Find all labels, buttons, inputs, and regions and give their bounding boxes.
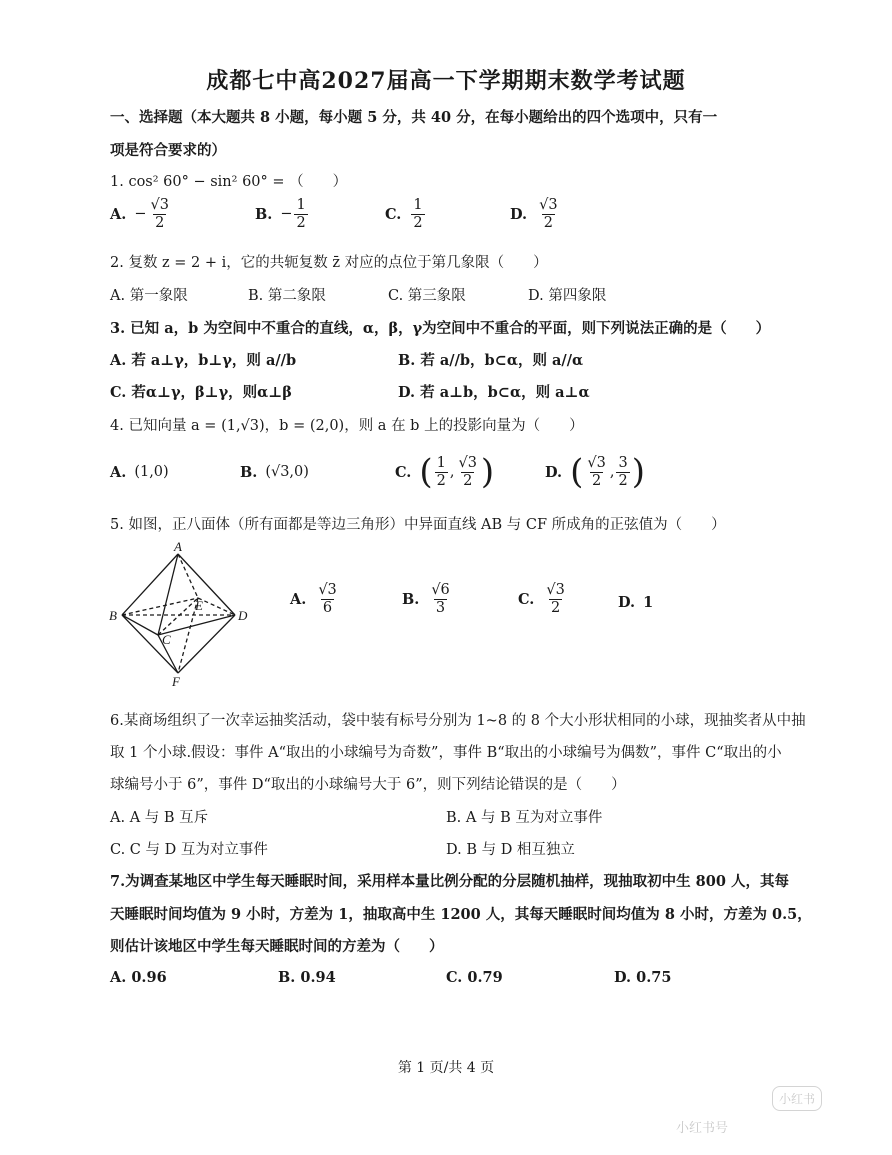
q1-stem: 1. cos² 60° − sin² 60° = （ ） bbox=[110, 174, 348, 190]
vertex-label-d: D bbox=[238, 608, 248, 623]
option-label: B. bbox=[240, 463, 258, 481]
q6-stem-line3: 球编号小于 6”，事件 D“取出的小球编号大于 6”，则下列结论错误的是（ ） bbox=[110, 777, 626, 793]
fraction bbox=[537, 197, 559, 231]
watermark-badge: 小红书 bbox=[772, 1086, 822, 1111]
numerator: √3 bbox=[318, 582, 337, 598]
fraction bbox=[148, 197, 170, 231]
q3-option-b: B. 若 a//b，b⊂α，则 a//α bbox=[398, 352, 584, 369]
q6-stem-line2: 取 1 个小球.假设：事件 A“取出的小球编号为奇数”，事件 B“取出的小球编号为偶数”，事件 C“取出的小 bbox=[110, 745, 782, 761]
q3-option-a: A. 若 a⊥γ，b⊥γ，则 a//b bbox=[110, 352, 297, 369]
q7-stem-line1: 7.为调查某地区中学生每天睡眠时间，采用样本量比例分配的分层随机抽样，现抽取初中生 800 人，其每 bbox=[110, 873, 789, 890]
q2-option-c: C. 第三象限 bbox=[388, 288, 466, 304]
q5-option-d bbox=[618, 594, 653, 611]
fraction bbox=[316, 582, 338, 616]
q4-option-c bbox=[395, 448, 494, 496]
octahedron-figure bbox=[100, 540, 260, 690]
denominator: 2 bbox=[436, 472, 446, 489]
q6-stem-line1: 6.某商场组织了一次幸运抽奖活动，袋中装有标号分别为 1~8 的 8 个大小形状相同的小球，现抽奖者从中抽 bbox=[110, 713, 806, 729]
q7-stem-line2: 天睡眠时间均值为 9 小时，方差为 1，抽取高中生 1200 人，其每天睡眠时间均值为 8 小时，方差为 0.5， bbox=[110, 906, 812, 923]
edge-ad bbox=[178, 554, 235, 615]
sign: − bbox=[134, 206, 147, 223]
q7-option-c: C. 0.79 bbox=[446, 969, 503, 986]
denominator: 2 bbox=[618, 472, 628, 489]
fraction bbox=[456, 455, 478, 489]
option-label: A. bbox=[110, 463, 127, 481]
numerator: 1 bbox=[436, 454, 446, 471]
q5-stem: 5. 如图，正八面体（所有面都是等边三角形）中异面直线 AB 与 CF 所成角的正弦值为（ ） bbox=[110, 517, 726, 533]
numerator: √3 bbox=[587, 454, 606, 471]
denominator: 2 bbox=[550, 599, 561, 616]
q4-stem: 4. 已知向量 a = (1,√3)，b = (2,0)，则 a 在 b 上的投影向量为（ ） bbox=[110, 418, 584, 434]
fraction bbox=[616, 455, 629, 489]
denominator: 6 bbox=[322, 599, 333, 616]
right-paren: ) bbox=[480, 452, 495, 492]
q2-option-d: D. 第四象限 bbox=[528, 288, 607, 304]
right-paren: ) bbox=[631, 452, 645, 492]
q7-stem-line3: 则估计该地区中学生每天睡眠时间的方差为（ ） bbox=[110, 938, 444, 955]
q7-option-b: B. 0.94 bbox=[278, 969, 336, 986]
q1-option-b bbox=[255, 197, 310, 231]
denominator: 2 bbox=[543, 214, 553, 231]
edge-ab bbox=[122, 554, 178, 615]
q6-option-b: B. A 与 B 互为对立事件 bbox=[446, 810, 603, 826]
left-paren: ( bbox=[570, 452, 584, 492]
left-paren: ( bbox=[419, 452, 433, 492]
edge-be bbox=[122, 598, 198, 615]
vector-value: (√3,0) bbox=[265, 464, 309, 480]
numerator: 1 bbox=[413, 197, 423, 213]
q2-option-b: B. 第二象限 bbox=[248, 288, 326, 304]
watermark-text: 小红书号 bbox=[676, 1121, 729, 1136]
q1-option-c bbox=[385, 197, 427, 231]
option-label: B. bbox=[255, 205, 273, 223]
numerator: √3 bbox=[458, 454, 477, 471]
denominator: 2 bbox=[413, 214, 423, 231]
edge-bc bbox=[122, 615, 158, 635]
fraction bbox=[294, 197, 307, 231]
denominator: 2 bbox=[155, 214, 165, 231]
q5-option-a bbox=[290, 582, 341, 616]
vector-value: (1,0) bbox=[134, 464, 169, 480]
fraction bbox=[585, 455, 607, 489]
q3-stem: 3. 已知 a，b 为空间中不重合的直线，α，β，γ为空间中不重合的平面，则下列说法正确的是（ ） bbox=[110, 320, 771, 337]
q4-option-b bbox=[240, 452, 309, 492]
numerator: 1 bbox=[296, 197, 306, 213]
option-label: A. bbox=[110, 205, 127, 223]
denominator: 2 bbox=[463, 472, 473, 489]
option-label: D. bbox=[618, 594, 636, 611]
fraction bbox=[429, 582, 451, 616]
numerator: √3 bbox=[150, 197, 169, 213]
section-heading-line2: 项是符合要求的） bbox=[110, 142, 226, 159]
comma: , bbox=[609, 464, 615, 480]
page-footer: 第 1 页/共 4 页 bbox=[397, 1060, 495, 1076]
q4-option-a bbox=[110, 452, 169, 492]
vertex-label-a: A bbox=[174, 540, 182, 554]
numerator: √3 bbox=[539, 197, 558, 213]
vertex-label-c: C bbox=[162, 632, 171, 647]
fraction bbox=[435, 455, 448, 489]
q2-option-a: A. 第一象限 bbox=[110, 288, 188, 304]
option-label: B. bbox=[402, 590, 420, 608]
option-label: A. bbox=[290, 590, 307, 608]
sign: − bbox=[280, 206, 293, 223]
q2-stem: 2. 复数 z = 2 + i，它的共轭复数 z̄ 对应的点位于第几象限（ ） bbox=[110, 255, 548, 271]
q3-option-d: D. 若 a⊥b，b⊂α，则 a⊥α bbox=[398, 384, 590, 401]
edge-ae bbox=[178, 554, 198, 598]
edge-df bbox=[178, 615, 235, 673]
q6-option-d: D. B 与 D 相互独立 bbox=[446, 842, 575, 858]
q4-option-d bbox=[545, 448, 645, 496]
comma: , bbox=[449, 464, 455, 480]
q6-option-c: C. C 与 D 互为对立事件 bbox=[110, 842, 268, 858]
page-title: 成都七中高2027届高一下学期期末数学考试题 bbox=[206, 68, 686, 94]
numerator: √3 bbox=[546, 582, 565, 598]
vertex-label-b: B bbox=[109, 608, 117, 623]
q6-option-a: A. A 与 B 互斥 bbox=[110, 810, 209, 826]
fraction bbox=[544, 582, 566, 616]
numerator: √6 bbox=[431, 582, 450, 598]
option-label: D. bbox=[545, 463, 563, 481]
numerator: 3 bbox=[618, 454, 628, 471]
q1-option-d bbox=[510, 197, 562, 231]
section-heading-line1: 一、选择题（本大题共 8 小题，每小题 5 分，共 40 分，在每小题给出的四个选项中，只有一 bbox=[110, 109, 718, 126]
q7-option-a: A. 0.96 bbox=[110, 969, 167, 986]
fraction bbox=[411, 197, 424, 231]
option-label: D. bbox=[510, 205, 528, 223]
vertex-label-f: F bbox=[172, 674, 180, 689]
q5-option-b bbox=[402, 582, 454, 616]
edge-ac bbox=[158, 554, 178, 635]
denominator: 2 bbox=[296, 214, 306, 231]
denominator: 2 bbox=[591, 472, 602, 489]
q7-option-d: D. 0.75 bbox=[614, 969, 672, 986]
edge-ed bbox=[198, 598, 235, 615]
option-label: C. bbox=[518, 590, 535, 608]
denominator: 3 bbox=[435, 599, 446, 616]
q3-option-c: C. 若α⊥γ，β⊥γ，则α⊥β bbox=[110, 384, 292, 401]
option-label: C. bbox=[385, 205, 402, 223]
q1-option-a bbox=[110, 197, 173, 231]
option-label: C. bbox=[395, 463, 412, 481]
q5-option-c bbox=[518, 582, 569, 616]
vertex-label-e: E bbox=[195, 598, 203, 613]
option-value: 1 bbox=[643, 594, 654, 611]
